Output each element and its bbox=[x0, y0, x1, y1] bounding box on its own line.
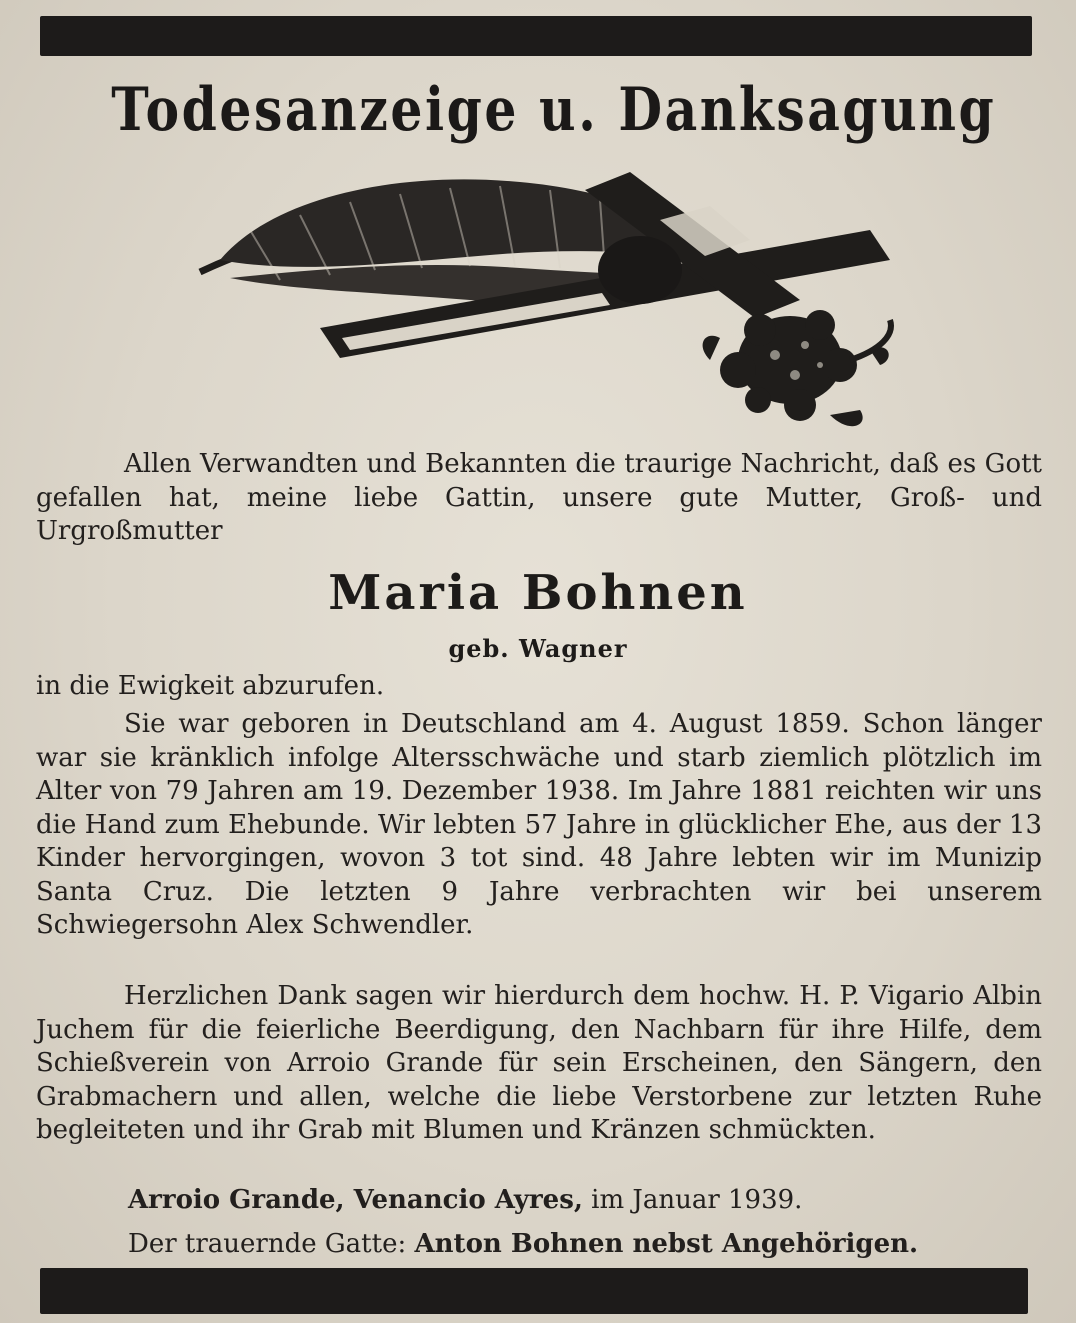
biography-paragraph: Sie war geboren in Deutschland am 4. August 1859. Schon länger war sie kränklich infolge Altersschwäche und starb ziemlich plötzlich im Alter von 79 Jahren am 19. Dezember 1938. Im Jahre 1881 reichten wir uns die Hand zum Ehebunde. Wir lebten 57 Jahre in glücklicher Ehe, aus der 13 Kinder hervorgingen, wovon 3 tot sind. 48 Jahre lebten wir im Munizip Santa Cruz. Die letzten 9 Jahre verbrachten wir bei unserem Schwiegersohn Alex Schwendler. bbox=[36, 709, 1042, 940]
signature-line bbox=[128, 1226, 1028, 1262]
after-name-line: in die Ewigkeit abzurufen. bbox=[36, 671, 385, 701]
cross-palm-emblem-icon bbox=[190, 160, 920, 450]
notice-title: Todesanzeige u. Danksagung bbox=[111, 75, 997, 145]
intro-paragraph: Allen Verwandten und Bekannten die traurige Nachricht, daß es Gott gefallen hat, meine liebe Gattin, unsere gute Mutter, Groß- und Urgroßmutter bbox=[36, 449, 1042, 546]
top-border-rule bbox=[40, 16, 1032, 56]
deceased-name: Maria Bohnen bbox=[328, 565, 748, 621]
place: Arroio Grande, Venancio Ayres, bbox=[128, 1185, 583, 1215]
thanks-paragraph: Herzlichen Dank sagen wir hierdurch dem hochw. H. P. Vigario Albin Juchem für die feierliche Beerdigung, den Nachbarn für ihre Hilfe, dem Schießverein von Arroio Grande für sein Erscheinen, den Sängern, den Grabmachern und allen, welche die liebe Verstorbene zur letzten Ruhe begleiteten und ihr Grab mit Blumen und Kränzen schmückten. bbox=[36, 981, 1042, 1145]
place-date-line bbox=[128, 1182, 1028, 1218]
signature-prefix: Der trauernde Gatte: bbox=[128, 1229, 407, 1259]
signature-name: Anton Bohnen nebst Angehörigen. bbox=[414, 1229, 919, 1259]
date: im Januar 1939. bbox=[591, 1185, 803, 1215]
maiden-name: geb. Wagner bbox=[448, 634, 628, 663]
bottom-border-rule bbox=[40, 1268, 1028, 1314]
